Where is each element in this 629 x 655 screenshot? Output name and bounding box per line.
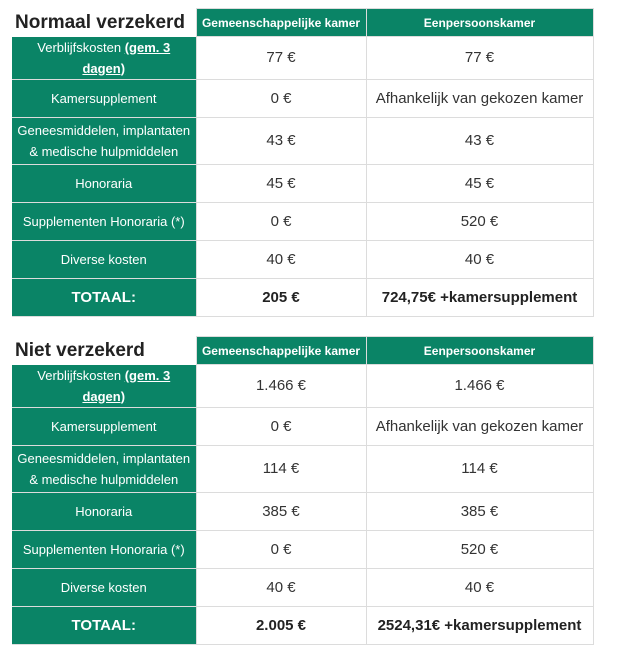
row-label: Kamersupplement	[12, 79, 196, 117]
row-label-line: Geneesmiddelen, implantaten	[17, 122, 191, 138]
cell-value: 385 €	[366, 492, 593, 530]
cell-value: 0 €	[196, 530, 366, 568]
table-row	[12, 79, 593, 117]
table-row	[12, 568, 593, 606]
row-label: Diverse kosten	[12, 568, 196, 606]
cell-value: 520 €	[366, 202, 593, 240]
column-header-single-room: Eenpersoonskamer	[366, 337, 593, 365]
total-label: TOTAAL:	[12, 606, 196, 644]
table-row	[12, 445, 593, 492]
column-header-shared-room: Gemeenschappelijke kamer	[196, 337, 366, 365]
row-label: Diverse kosten	[12, 240, 196, 278]
cell-value: 0 €	[196, 407, 366, 445]
total-row	[12, 606, 593, 644]
cell-value: 40 €	[366, 240, 593, 278]
row-label-text: Verblijfskosten	[37, 367, 125, 383]
row-label	[12, 445, 196, 492]
cell-value: 0 €	[196, 79, 366, 117]
row-label	[12, 365, 196, 408]
cell-value: 43 €	[366, 117, 593, 164]
row-label-text: Verblijfskosten	[37, 39, 125, 55]
cell-value: 77 €	[196, 37, 366, 80]
column-header-single-room: Eenpersoonskamer	[366, 9, 593, 37]
table-row	[12, 202, 593, 240]
table-row	[12, 365, 593, 408]
cell-value: 114 €	[366, 445, 593, 492]
table-row	[12, 407, 593, 445]
row-label-line: Geneesmiddelen, implantaten	[17, 450, 191, 466]
row-label: Kamersupplement	[12, 407, 196, 445]
cell-value: 45 €	[196, 164, 366, 202]
table-title: Niet verzekerd	[15, 339, 145, 361]
row-label	[12, 117, 196, 164]
cell-value: 0 €	[196, 202, 366, 240]
row-label: Supplementen Honoraria (*)	[12, 530, 196, 568]
cell-value: 40 €	[366, 568, 593, 606]
cell-value: Afhankelijk van gekozen kamer	[366, 79, 593, 117]
cell-value: 43 €	[196, 117, 366, 164]
cell-value: 520 €	[366, 530, 593, 568]
cell-value: 45 €	[366, 164, 593, 202]
row-label: Honoraria	[12, 492, 196, 530]
column-header-shared-room: Gemeenschappelijke kamer	[196, 9, 366, 37]
table-row	[12, 240, 593, 278]
table-row	[12, 117, 593, 164]
row-label-line: & medische hulpmiddelen	[29, 143, 179, 159]
cell-value: 77 €	[366, 37, 593, 80]
table-row	[12, 37, 593, 80]
row-label	[12, 37, 196, 80]
total-label: TOTAAL:	[12, 278, 196, 316]
row-label: Honoraria	[12, 164, 196, 202]
total-row	[12, 278, 593, 316]
cell-value: 1.466 €	[366, 365, 593, 408]
total-value: 2.005 €	[196, 606, 366, 644]
total-value: 205 €	[196, 278, 366, 316]
cell-value: 40 €	[196, 240, 366, 278]
cell-value: 1.466 €	[196, 365, 366, 408]
cell-value: 385 €	[196, 492, 366, 530]
table-row	[12, 492, 593, 530]
row-label-line: & medische hulpmiddelen	[29, 471, 179, 487]
table-title: Normaal verzekerd	[15, 11, 186, 33]
cell-value: 40 €	[196, 568, 366, 606]
cost-table-insured	[12, 8, 593, 317]
cost-table-uninsured	[12, 336, 593, 645]
total-value: 724,75€ +kamersupplement	[366, 278, 593, 316]
total-value: 2524,31€ +kamersupplement	[366, 606, 593, 644]
average-stay-link[interactable]: (gem. 3 dagen)	[82, 367, 171, 404]
table-row	[12, 530, 593, 568]
row-label: Supplementen Honoraria (*)	[12, 202, 196, 240]
average-stay-link[interactable]: (gem. 3 dagen)	[82, 39, 171, 76]
cell-value: Afhankelijk van gekozen kamer	[366, 407, 593, 445]
cell-value: 114 €	[196, 445, 366, 492]
table-row	[12, 164, 593, 202]
